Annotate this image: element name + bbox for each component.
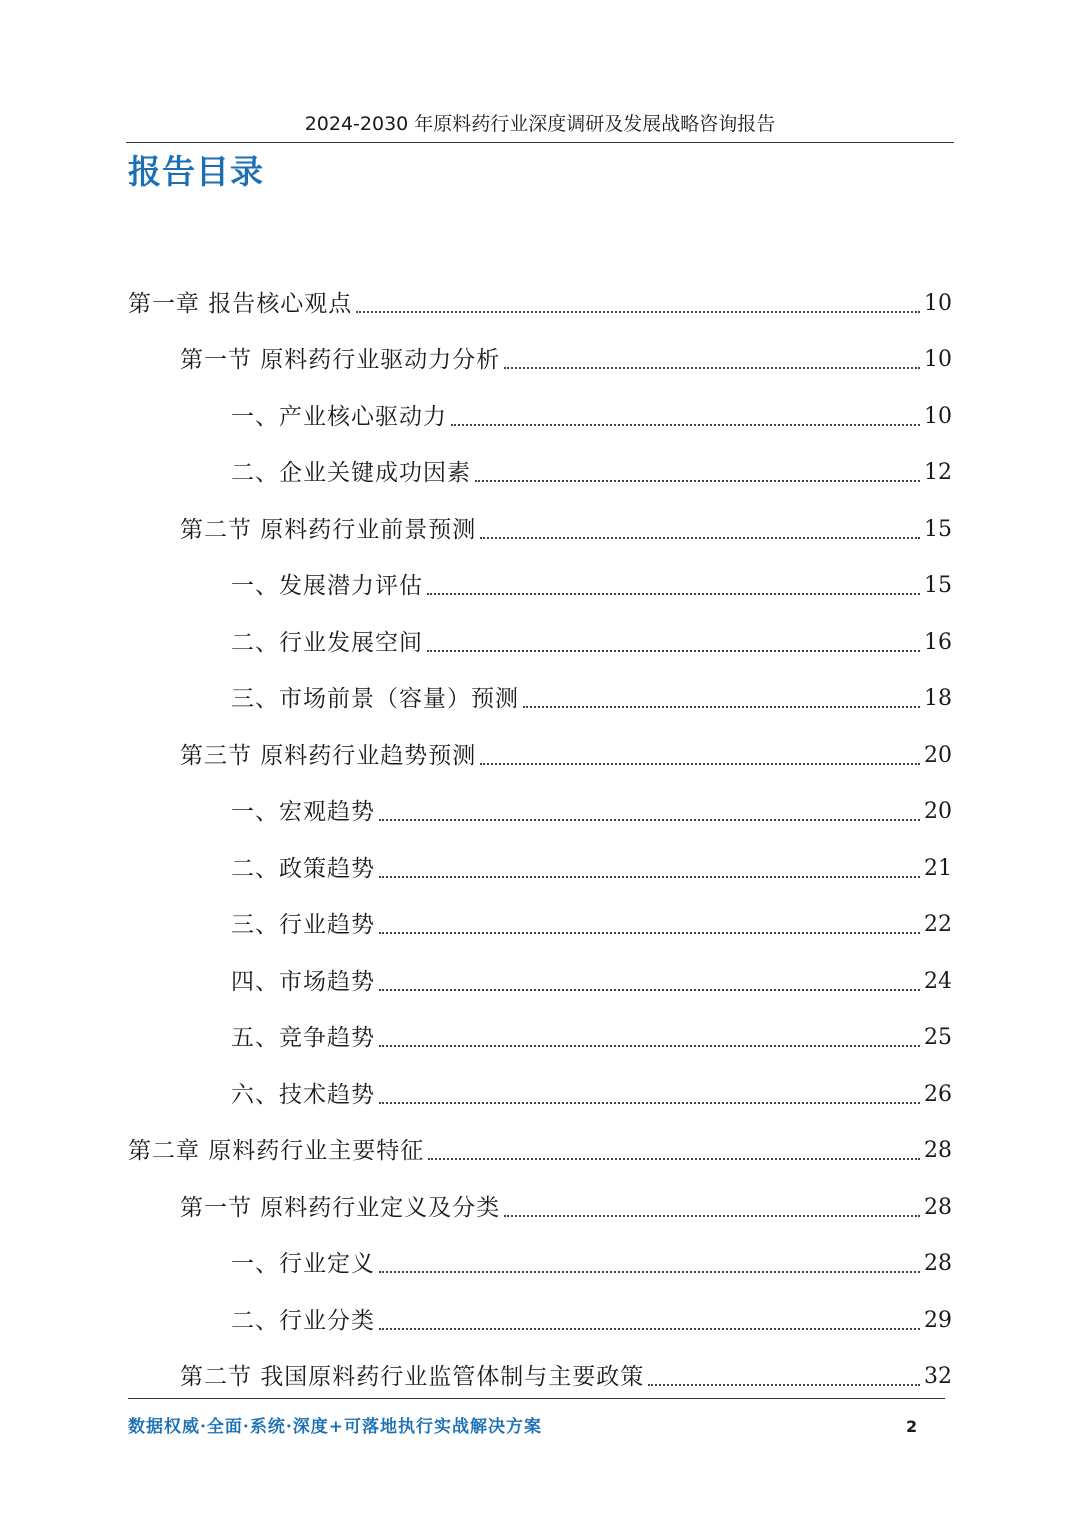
toc-entry[interactable]	[128, 942, 952, 999]
report-title: 2024-2030 年原料药行业深度调研及发展战略咨询报告	[304, 113, 776, 135]
toc-entry[interactable]	[128, 1281, 952, 1338]
toc-dot-leader	[504, 367, 920, 369]
toc-entry-page: 29	[924, 1307, 952, 1333]
toc-dot-leader	[379, 1271, 920, 1273]
toc-heading: 报告目录	[128, 152, 264, 191]
toc-dot-leader	[480, 763, 920, 765]
toc-entry-page: 15	[924, 573, 952, 598]
table-of-contents	[128, 264, 952, 1394]
toc-entry-label: 五、竞争趋势	[231, 1025, 375, 1051]
toc-entry-page: 32	[924, 1364, 952, 1389]
toc-entry-label: 六、技术趋势	[231, 1081, 375, 1108]
toc-entry-label: 第二节 原料药行业前景预测	[180, 516, 477, 543]
toc-entry-page: 10	[924, 290, 952, 316]
toc-dot-leader	[379, 819, 920, 821]
toc-entry-label: 一、发展潜力评估	[231, 573, 423, 599]
toc-dot-leader	[648, 1384, 920, 1386]
toc-entry[interactable]	[128, 377, 952, 434]
toc-entry[interactable]	[128, 716, 952, 773]
toc-entry-page: 25	[924, 1025, 952, 1050]
toc-entry[interactable]	[128, 1225, 952, 1282]
toc-entry[interactable]	[128, 264, 952, 321]
toc-entry[interactable]	[128, 773, 952, 830]
toc-entry-label: 二、行业发展空间	[231, 629, 423, 656]
toc-entry-page: 16	[924, 629, 952, 655]
toc-entry[interactable]	[128, 1112, 952, 1169]
toc-dot-leader	[379, 932, 920, 934]
toc-entry-page: 20	[924, 799, 952, 824]
toc-entry-page: 20	[924, 742, 952, 768]
toc-entry-page: 21	[924, 855, 952, 881]
toc-entry-page: 24	[924, 968, 952, 994]
toc-entry[interactable]	[128, 829, 952, 886]
toc-entry[interactable]	[128, 603, 952, 660]
toc-entry[interactable]	[128, 490, 952, 547]
toc-entry[interactable]	[128, 321, 952, 378]
toc-dot-leader	[523, 706, 920, 708]
toc-entry-label: 一、产业核心驱动力	[231, 403, 447, 430]
toc-entry-label: 一、宏观趋势	[231, 799, 375, 825]
toc-entry[interactable]	[128, 999, 952, 1056]
toc-dot-leader	[428, 1158, 920, 1160]
toc-entry-label: 第一节 原料药行业定义及分类	[180, 1194, 501, 1221]
footer-divider	[128, 1398, 945, 1399]
toc-entry-label: 第一节 原料药行业驱动力分析	[180, 347, 501, 373]
footer-slogan: 数据权威·全面·系统·深度+可落地执行实战解决方案	[128, 1417, 542, 1437]
toc-entry[interactable]	[128, 1168, 952, 1225]
toc-dot-leader	[379, 876, 920, 878]
toc-entry-label: 二、政策趋势	[231, 855, 375, 882]
toc-entry-label: 第二节 我国原料药行业监管体制与主要政策	[180, 1364, 645, 1390]
toc-entry-page: 10	[924, 403, 952, 429]
toc-entry[interactable]	[128, 886, 952, 943]
toc-entry[interactable]	[128, 547, 952, 604]
toc-entry-page: 18	[924, 686, 952, 711]
toc-entry-label: 第一章 报告核心观点	[128, 290, 353, 317]
toc-dot-leader	[379, 1102, 920, 1104]
toc-entry-page: 22	[924, 912, 952, 937]
toc-entry-label: 三、行业趋势	[231, 912, 375, 938]
toc-entry-page: 28	[924, 1194, 952, 1220]
toc-entry[interactable]	[128, 660, 952, 717]
toc-dot-leader	[379, 1328, 920, 1330]
toc-dot-leader	[356, 311, 920, 313]
toc-entry-label: 第三节 原料药行业趋势预测	[180, 742, 477, 769]
toc-entry[interactable]	[128, 434, 952, 491]
page-header	[126, 110, 954, 143]
toc-entry-label: 一、行业定义	[231, 1251, 375, 1277]
toc-entry-page: 12	[924, 460, 952, 485]
toc-entry[interactable]	[128, 1338, 952, 1395]
toc-entry-label: 二、企业关键成功因素	[231, 460, 471, 486]
toc-entry-page: 28	[924, 1251, 952, 1276]
toc-dot-leader	[427, 593, 920, 595]
toc-dot-leader	[504, 1215, 920, 1217]
toc-entry-label: 三、市场前景（容量）预测	[231, 686, 519, 712]
toc-dot-leader	[451, 424, 920, 426]
toc-entry-page: 26	[924, 1081, 952, 1107]
toc-dot-leader	[379, 989, 920, 991]
toc-dot-leader	[379, 1045, 920, 1047]
toc-dot-leader	[480, 537, 920, 539]
toc-entry-page: 28	[924, 1138, 952, 1163]
toc-entry[interactable]	[128, 1055, 952, 1112]
toc-dot-leader	[427, 650, 920, 652]
toc-entry-label: 第二章 原料药行业主要特征	[128, 1138, 425, 1164]
page-number: 2	[906, 1417, 918, 1436]
toc-dot-leader	[475, 480, 920, 482]
toc-entry-label: 二、行业分类	[231, 1307, 375, 1334]
toc-entry-page: 15	[924, 516, 952, 542]
toc-entry-page: 10	[924, 347, 952, 372]
toc-entry-label: 四、市场趋势	[231, 968, 375, 995]
